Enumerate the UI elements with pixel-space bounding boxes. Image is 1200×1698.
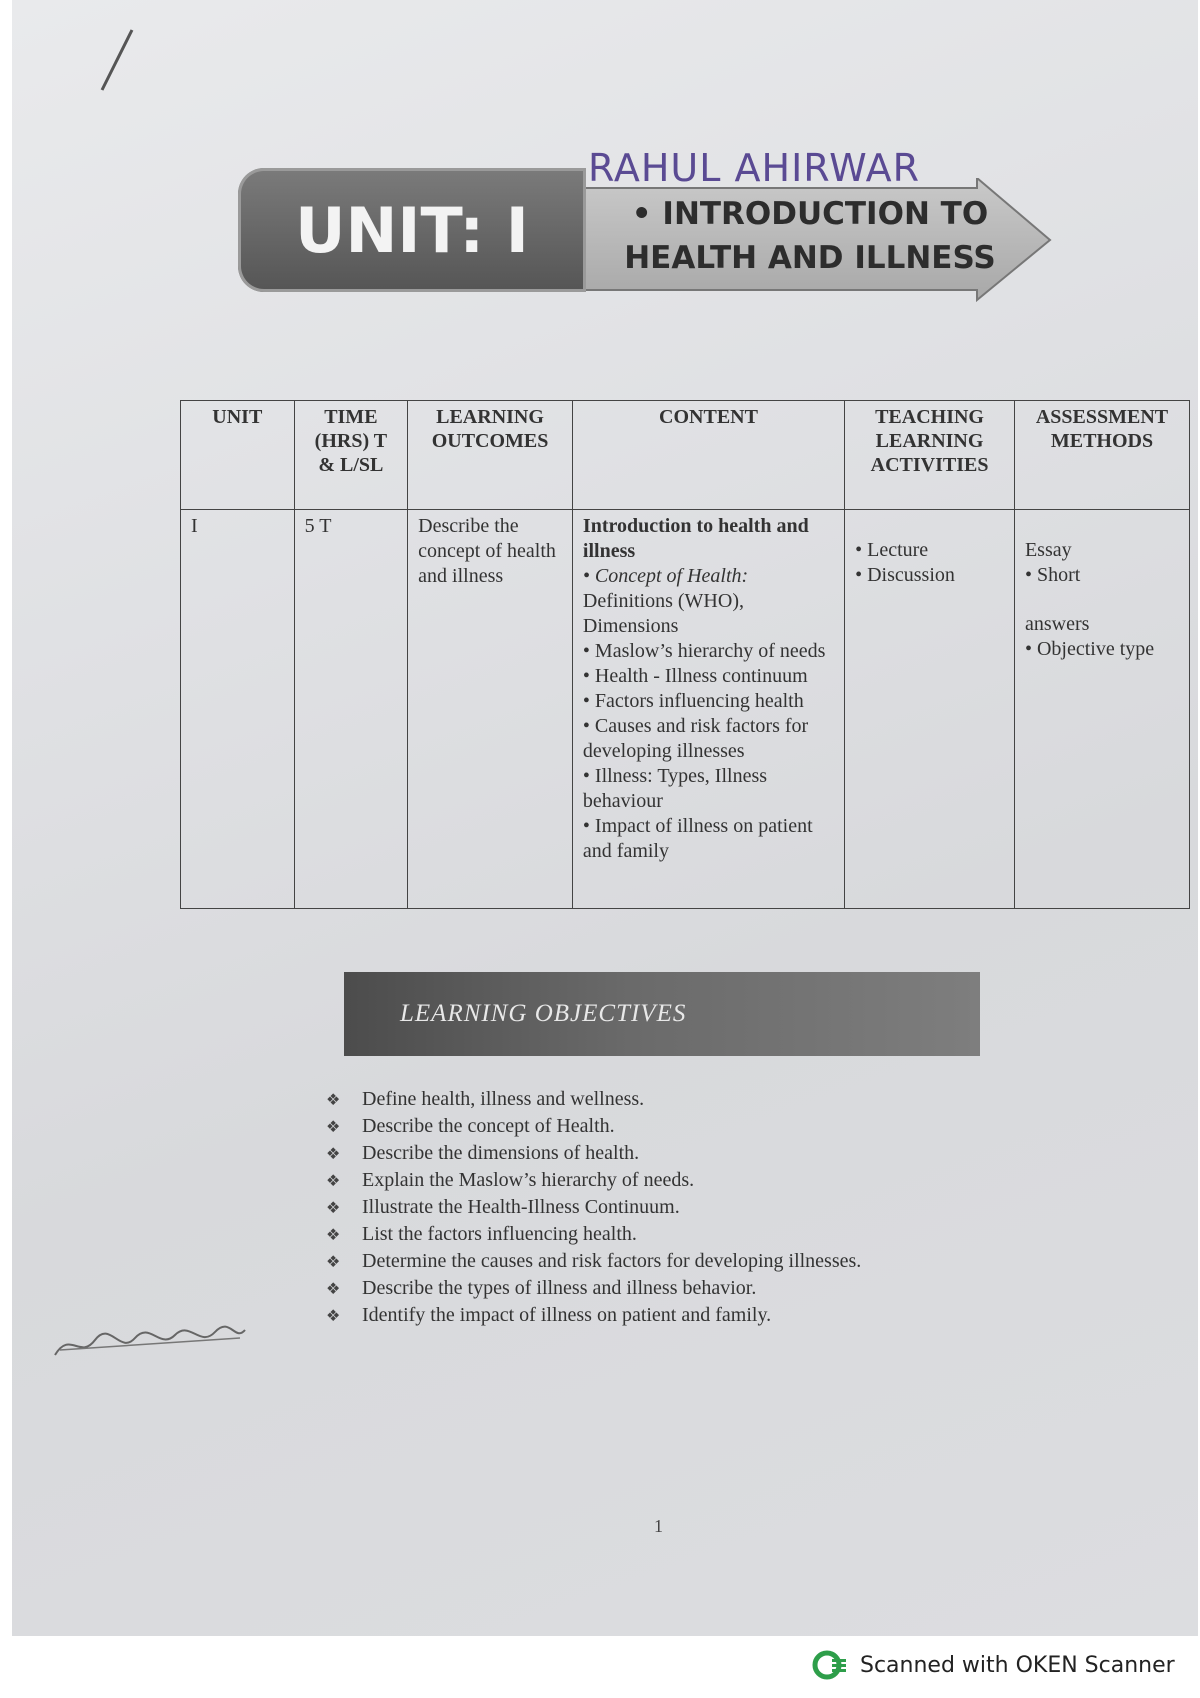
assessment-item: Essay (1024, 539, 1072, 561)
objective-text: Illustrate the Health-Illness Continuum. (362, 1196, 680, 1218)
cell-time: 5 T (294, 510, 408, 909)
table-row (181, 510, 1190, 909)
header-outcomes: LEARNING OUTCOMES (408, 401, 573, 510)
activity-item: • Lecture (855, 539, 929, 561)
content-item: • Impact of illness on patient and family (582, 815, 813, 862)
objective-text: Describe the dimensions of health. (362, 1142, 640, 1164)
diamond-bullet-icon: ❖ (326, 1144, 341, 1163)
unit-title-line1: • INTRODUCTION TO (631, 196, 989, 232)
scanner-footer (812, 1650, 1175, 1680)
handwritten-signature (50, 1320, 250, 1370)
assessment-item: answers (1024, 613, 1090, 635)
unit-badge: UNIT: I (238, 168, 586, 292)
header-unit: UNIT (181, 401, 295, 510)
cell-assessment (1014, 510, 1189, 909)
unit-title-line2: HEALTH AND ILLNESS (624, 240, 996, 276)
unit-title (620, 192, 1000, 280)
cell-outcomes: Describe the concept of health and illness (408, 510, 573, 909)
diamond-bullet-icon: ❖ (326, 1171, 341, 1190)
course-outline-table (180, 400, 1190, 909)
cell-content (572, 510, 844, 909)
assessment-item: • Short (1024, 564, 1081, 586)
diamond-bullet-icon: ❖ (326, 1306, 341, 1325)
list-item (326, 1086, 861, 1113)
diamond-bullet-icon: ❖ (326, 1198, 341, 1217)
oken-scanner-logo-icon (812, 1650, 850, 1680)
content-item: Definitions (WHO), Dimensions (582, 590, 744, 637)
content-heading: Introduction to health and illness (582, 515, 809, 562)
content-item: • Maslow’s hierarchy of needs (582, 640, 826, 662)
diamond-bullet-icon: ❖ (326, 1225, 341, 1244)
list-item (326, 1113, 861, 1140)
list-item (326, 1140, 861, 1167)
learning-objectives-banner: LEARNING OBJECTIVES (344, 972, 980, 1056)
list-item (326, 1275, 861, 1302)
cell-unit: I (181, 510, 295, 909)
assessment-item: • Objective type (1024, 638, 1155, 660)
diamond-bullet-icon: ❖ (326, 1279, 341, 1298)
content-item: • Illness: Types, Illness behaviour (582, 765, 768, 812)
objective-text: Explain the Maslow’s hierarchy of needs. (362, 1169, 695, 1191)
diamond-bullet-icon: ❖ (326, 1252, 341, 1271)
handwritten-name: RAHUL AHIRWAR (588, 146, 921, 190)
header-assessment: ASSESSMENT METHODS (1014, 401, 1189, 510)
header-activities: TEACHING LEARNING ACTIVITIES (845, 401, 1015, 510)
list-item (326, 1167, 861, 1194)
diamond-bullet-icon: ❖ (326, 1117, 341, 1136)
scanner-footer-text: Scanned with OKEN Scanner (860, 1652, 1175, 1678)
content-item: • Causes and risk factors for developing illnesses (582, 715, 809, 762)
content-item: • Concept of Health: (582, 565, 749, 587)
table-header-row (181, 401, 1190, 510)
header-time: TIME (HRS) T & L/SL (294, 401, 408, 510)
objective-text: Define health, illness and wellness. (362, 1088, 645, 1110)
pen-stroke-mark (92, 20, 152, 100)
objective-text: Determine the causes and risk factors for developing illnesses. (362, 1250, 862, 1272)
list-item (326, 1248, 861, 1275)
page-number: 1 (654, 1516, 663, 1536)
objective-text: List the factors influencing health. (362, 1223, 637, 1245)
objective-text: Identify the impact of illness on patient and family. (362, 1304, 772, 1326)
list-item (326, 1302, 861, 1329)
list-item (326, 1194, 861, 1221)
header-content: CONTENT (572, 401, 844, 510)
diamond-bullet-icon: ❖ (326, 1090, 341, 1109)
content-item: • Factors influencing health (582, 690, 804, 712)
objective-text: Describe the types of illness and illness behavior. (362, 1277, 757, 1299)
content-item: • Health - Illness continuum (582, 665, 808, 687)
objectives-list (326, 1086, 861, 1329)
objective-text: Describe the concept of Health. (362, 1115, 615, 1137)
cell-activities (845, 510, 1015, 909)
activity-item: • Discussion (855, 564, 955, 586)
list-item (326, 1221, 861, 1248)
